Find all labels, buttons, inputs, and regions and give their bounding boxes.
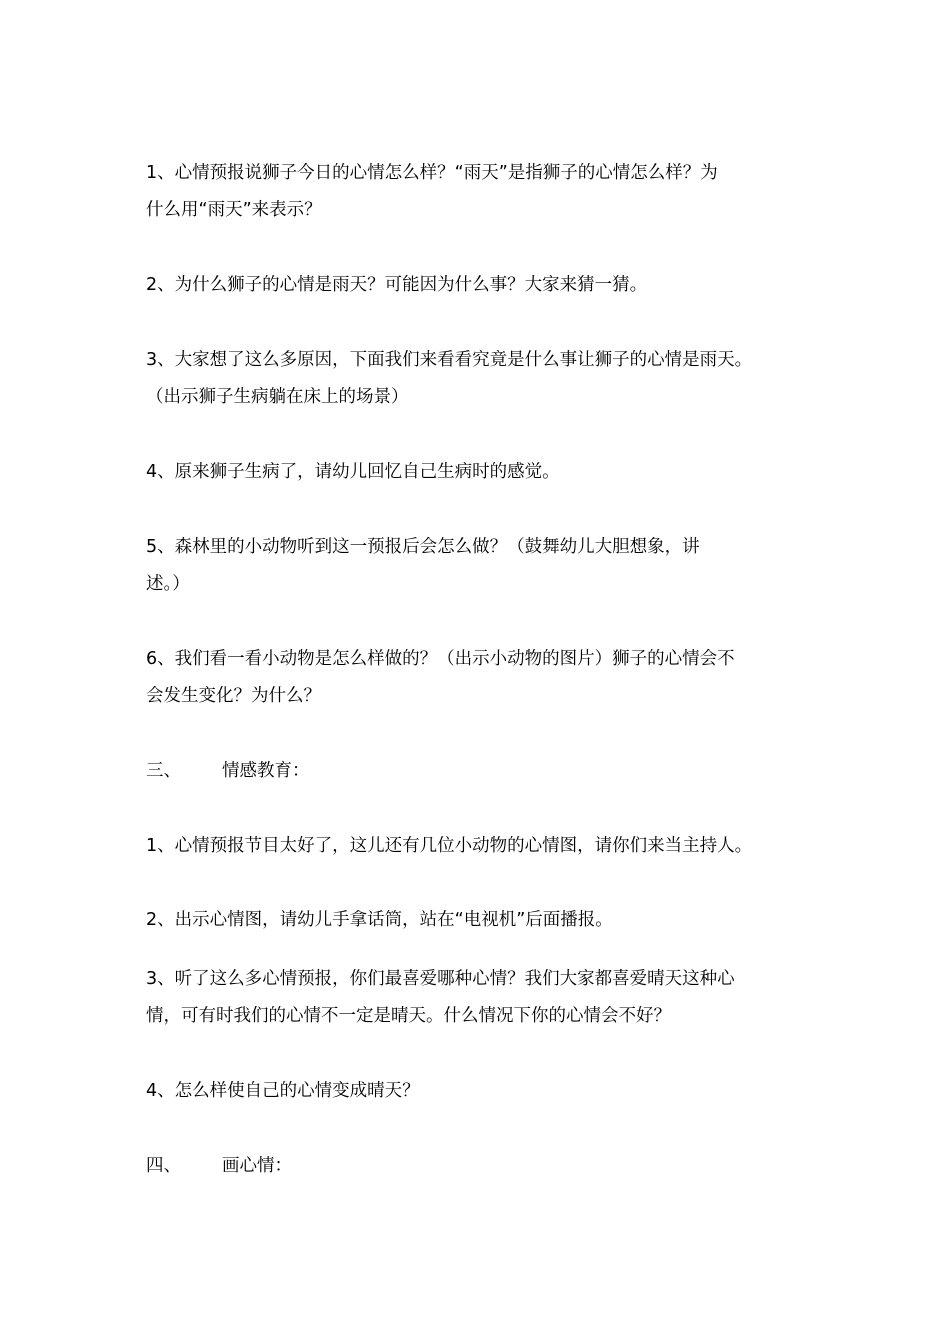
paragraph-item-5: [146, 529, 811, 603]
text-line: 5、森林里的小动物听到这一预报后会怎么做？（鼓舞幼儿大胆想象，讲: [146, 537, 700, 557]
text-line: 2、出示心情图，请幼儿手拿话筒，站在“电视机”后面播报。: [146, 910, 613, 930]
paragraph-item-4: [146, 454, 811, 491]
text-line: 会发生变化？为什么？: [146, 686, 321, 706]
paragraph-item-2: [146, 267, 811, 304]
text-line: 述。）: [146, 574, 190, 594]
paragraph-item-3: [146, 342, 811, 416]
section-heading-4: [146, 1148, 292, 1185]
text-line: 情，可有时我们的心情不一定是晴天。什么情况下你的心情会不好？: [146, 1006, 671, 1026]
text-line: 1、心情预报说狮子今日的心情怎么样？“雨天”是指狮子的心情怎么样？为: [146, 163, 718, 183]
section-number: 三、: [146, 761, 181, 781]
text-line: 6、我们看一看小动物是怎么样做的？（出示小动物的图片）狮子的心情会不: [146, 649, 735, 669]
paragraph-item-2-4: [146, 1073, 811, 1110]
text-line: 3、大家想了这么多原因，下面我们来看看究竟是什么事让狮子的心情是雨天。: [146, 350, 753, 370]
paragraph-item-2-3: [146, 961, 811, 1035]
section-title: 情感教育：: [222, 761, 310, 781]
text-line: 2、为什么狮子的心情是雨天？可能因为什么事？大家来猜一猜。: [146, 275, 648, 295]
text-line: 4、原来狮子生病了，请幼儿回忆自己生病时的感觉。: [146, 462, 560, 482]
section-heading-3: [146, 753, 310, 790]
paragraph-item-2-2: [146, 902, 811, 939]
text-line: 3、听了这么多心情预报，你们最喜爱哪种心情？我们大家都喜爱晴天这种心: [146, 969, 735, 989]
paragraph-item-2-1: [146, 828, 811, 865]
text-line: 什么用“雨天”来表示？: [146, 200, 322, 220]
paragraph-item-6: [146, 641, 811, 715]
paragraph-item-1: [146, 155, 811, 229]
text-line: 1、心情预报节目太好了，这儿还有几位小动物的心情图，请你们来当主持人。: [146, 836, 753, 856]
text-line: 4、怎么样使自己的心情变成晴天？: [146, 1081, 420, 1101]
section-title: 画心情：: [222, 1156, 292, 1176]
section-number: 四、: [146, 1156, 181, 1176]
text-line: （出示狮子生病躺在床上的场景）: [146, 387, 409, 407]
